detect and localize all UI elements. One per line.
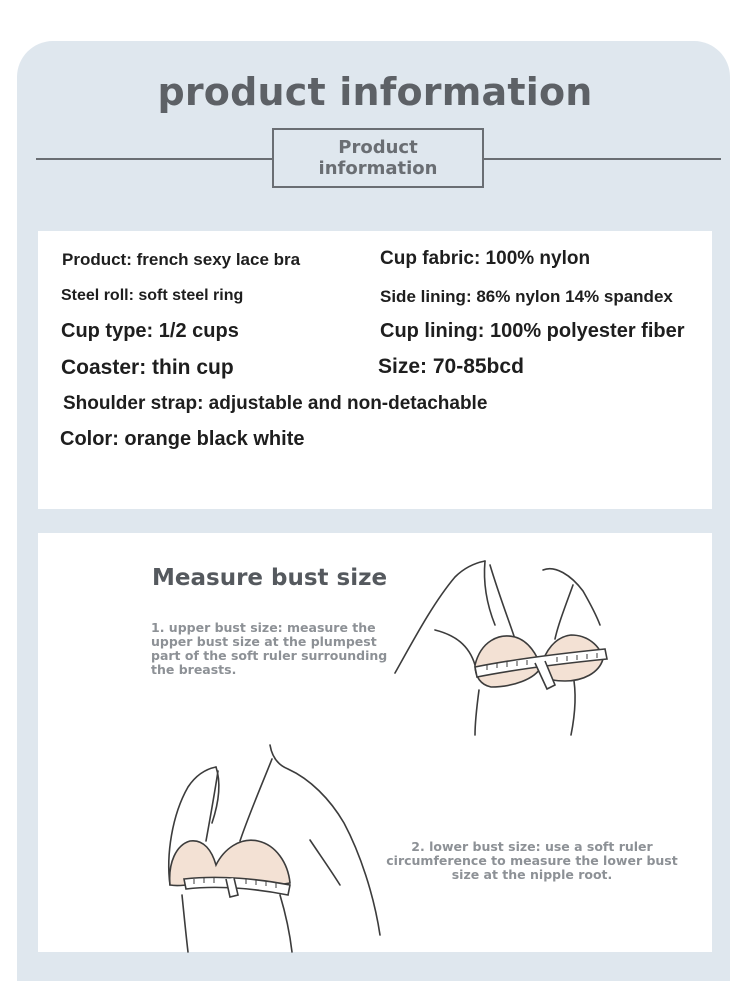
spec-side-lining: Side lining: 86% nylon 14% spandex xyxy=(380,287,673,306)
spec-cup-type: Cup type: 1/2 cups xyxy=(61,320,239,342)
spec-color: Color: orange black white xyxy=(60,428,305,450)
divider-right xyxy=(484,158,721,160)
spec-size: Size: 70-85bcd xyxy=(378,355,524,378)
measure-step-upper: 1. upper bust size: measure the upper bust size at the plumpest part of the soft ruler surrounding the breasts. xyxy=(151,620,388,677)
section-label-line1: Product xyxy=(338,137,418,158)
spec-product: Product: french sexy lace bra xyxy=(62,250,301,269)
spec-coaster: Coaster: thin cup xyxy=(61,356,234,379)
measure-title: Measure bust size xyxy=(152,565,388,591)
section-label-line2: information xyxy=(318,158,438,179)
spec-cup-lining: Cup lining: 100% polyester fiber xyxy=(380,320,685,342)
upper-bust-illustration xyxy=(395,555,615,735)
measure-step-lower: 2. lower bust size: use a soft ruler circumference to measure the lower bust size at the nipple root. xyxy=(386,839,678,882)
lower-bust-illustration xyxy=(160,745,380,952)
page-title: product information xyxy=(157,70,593,114)
spec-shoulder-strap: Shoulder strap: adjustable and non-detachable xyxy=(63,393,488,414)
spec-steel-roll: Steel roll: soft steel ring xyxy=(61,287,244,304)
spec-cup-fabric: Cup fabric: 100% nylon xyxy=(380,248,591,269)
divider-left xyxy=(36,158,273,160)
section-label-box xyxy=(272,128,484,188)
